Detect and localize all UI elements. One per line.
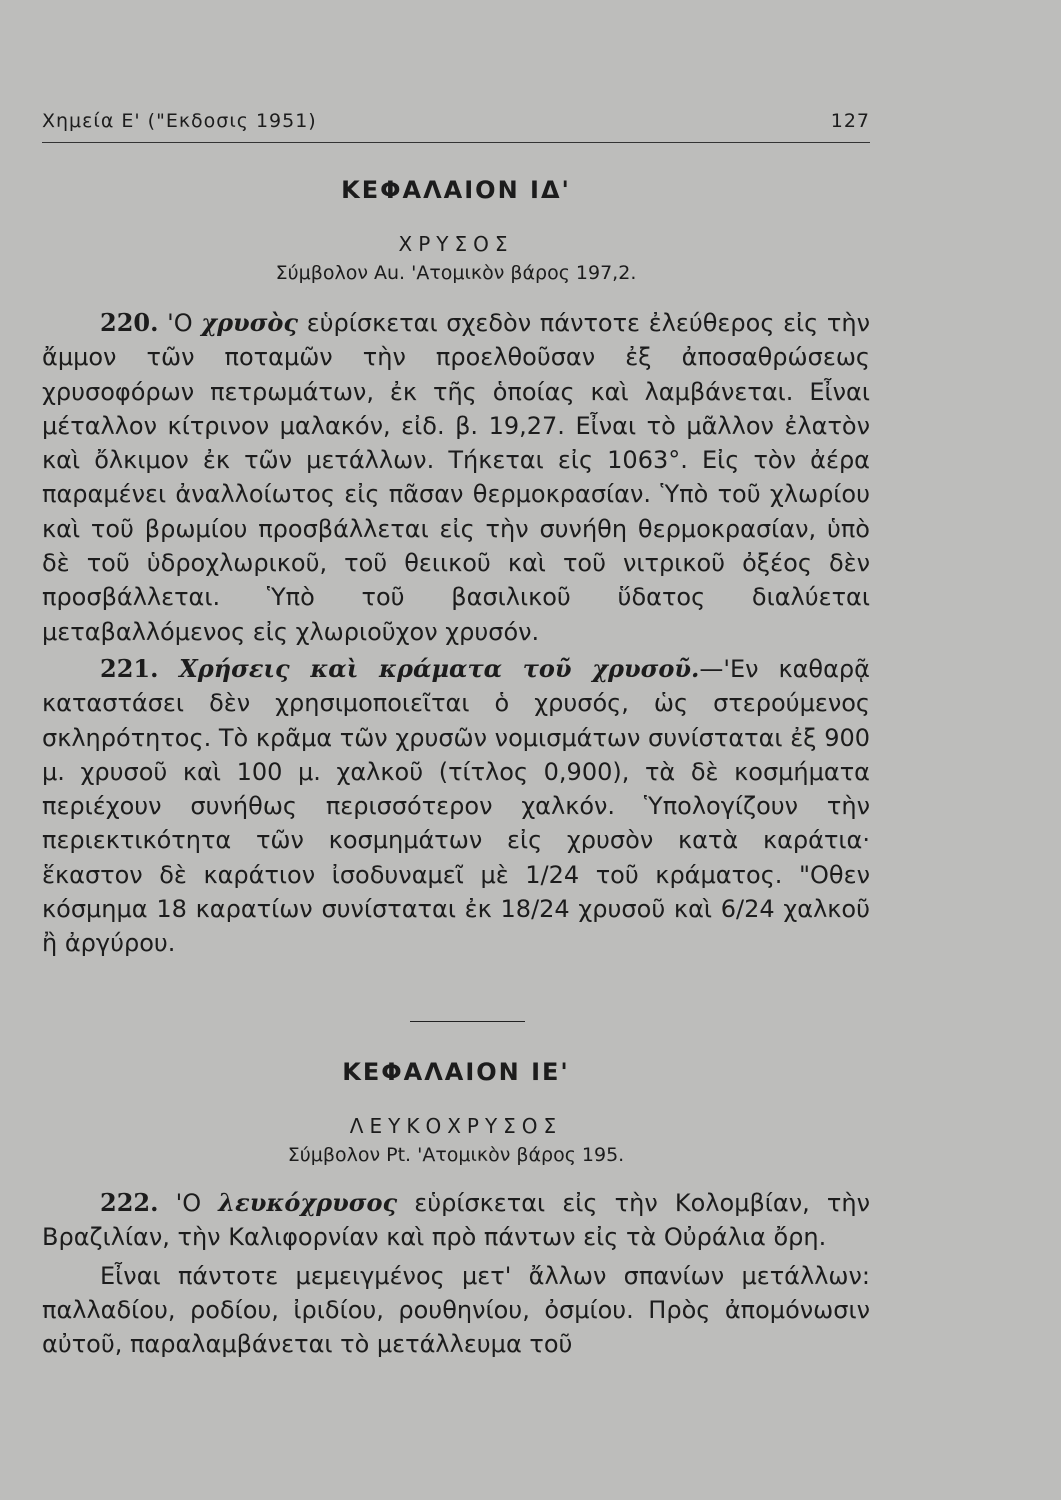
paragraph-222-continued: Εἶναι πάντοτε μεμειγμένος μετ' ἄλλων σπανίων μετάλλων: παλλαδίου, ροδίου, ἰριδίου, ρουθηνίου, ὀσμίου. Πρὸς ἀπομόνωσιν αὐτοῦ, παραλαμβάνεται τὸ μετάλλευμα τοῦ — [42, 1261, 870, 1359]
paragraph-text: χαλκοῦ ἢ ἀργύρου. — [42, 895, 871, 958]
chapter-15-heading: ΚΕΦΑΛΑΙΟΝ ΙΕ' — [342, 1058, 570, 1086]
gold-symbol-line: Σύμβολον Au. 'Ατομικὸν βάρος 197,2. — [275, 262, 637, 284]
fraction: 1/24 — [525, 860, 580, 889]
element-name-platinum: ΛΕΥΚΟΧΡΥΣΟΣ — [349, 1114, 563, 1138]
section-220 — [42, 306, 870, 961]
paragraph-text: εὑρίσκεται σχεδὸν πάντοτε ἐλεύθερος εἰς τὴν ἄμμον τῶν ποταμῶν τὴν προελθοῦσαν ἐξ ἀποσαθρώσεως χρυσοφόρων πετρωμάτων, ἐκ τῆς ὁποίας καὶ λαμβάνεται. Εἶναι μέταλλον κίτρινον μαλακόν, εἰδ. β. 19,27. Εἶναι τὸ μᾶλλον ἐλατὸν καὶ ὄλκιμον ἐκ τῶν μετάλλων. Τήκεται εἰς 1063°. Εἰς τὸν ἀέρα παραμένει ἀναλλοίωτος εἰς πᾶσαν θερμοκρασίαν. Ὑπὸ τοῦ χλωρίου καὶ τοῦ βρωμίου προσβάλλεται εἰς τὴν συνήθη θερμοκρασίαν, ὑπὸ δὲ τοῦ ὑδροχλωρικοῦ, τοῦ θειικοῦ καὶ τοῦ νιτρικοῦ ὀξέος δὲν προσβάλλεται. Ὑπὸ τοῦ βασιλικοῦ ὕδατος διαλύεται μεταβαλλόμενος εἰς χλωριοῦχον χρυσόν. — [42, 309, 870, 646]
paragraph-text: —'Εν καθαρᾷ καταστάσει δὲν χρησιμοποιεῖται ὁ χρυσός, ὡς στερούμενος σκληρότητος. Τὸ κρᾶμα τῶν χρυσῶν νομισμάτων συνίσταται ἐξ 900 μ. χρυσοῦ καὶ 100 μ. χαλκοῦ (τίτλος 0,900), τὰ δὲ κοσμήματα περιέχουν συνήθως περισσότερον χαλκόν. Ὑπολογίζουν τὴν περιεκτικότητα τῶν κοσμημάτων εἰς χρυσὸν κατὰ καράτια· ἕκαστον δὲ καράτιον ἰσοδυναμεῖ μὲ — [42, 654, 870, 889]
term-gold: χρυσὸς — [201, 308, 299, 337]
paragraph-text: τοῦ κράματος. "Οθεν κόσμημα 18 καρατίων συνίσταται ἐκ — [42, 860, 870, 924]
paragraph-220 — [42, 306, 870, 649]
running-title: Χημεία Ε' ("Εκδοσις 1951) — [42, 110, 317, 132]
section-title: Χρήσεις καὶ κράματα τοῦ χρυσοῦ. — [158, 653, 700, 683]
fraction: 18/24 — [500, 895, 570, 924]
platinum-symbol-line: Σύμβολον Pt. 'Ατομικὸν βάρος 195. — [287, 1144, 625, 1166]
paragraph-text: εὑρίσκεται εἰς τὴν Κολομβίαν, τὴν Βραζιλίαν, τὴν Καλιφορνίαν καὶ πρὸ πάντων εἰς τὰ Οὐράλια ὄρη. — [42, 1189, 871, 1252]
page-number: 127 — [830, 110, 870, 132]
chapter-14-heading-block — [42, 176, 870, 284]
paragraph-text: χρυσοῦ καὶ — [569, 895, 721, 924]
running-header — [42, 110, 870, 143]
section-number: 220. — [100, 308, 159, 337]
chapter-14-heading: ΚΕΦΑΛΑΙΟΝ ΙΔ' — [341, 176, 571, 204]
section-divider — [410, 1021, 525, 1022]
fraction: 6/24 — [720, 895, 775, 924]
term-platinum: λευκόχρυσος — [218, 1188, 398, 1217]
paragraph-221 — [42, 652, 870, 961]
section-number: 222. — [100, 1188, 159, 1217]
chapter-15-heading-block — [42, 1058, 870, 1166]
section-number: 221. — [100, 653, 159, 683]
paragraph-222 — [42, 1186, 870, 1255]
element-name-gold: ΧΡΥΣΟΣ — [398, 232, 514, 256]
article-text: 'Ο — [158, 309, 202, 337]
article-text: 'Ο — [158, 1189, 219, 1217]
section-222 — [42, 1186, 870, 1361]
